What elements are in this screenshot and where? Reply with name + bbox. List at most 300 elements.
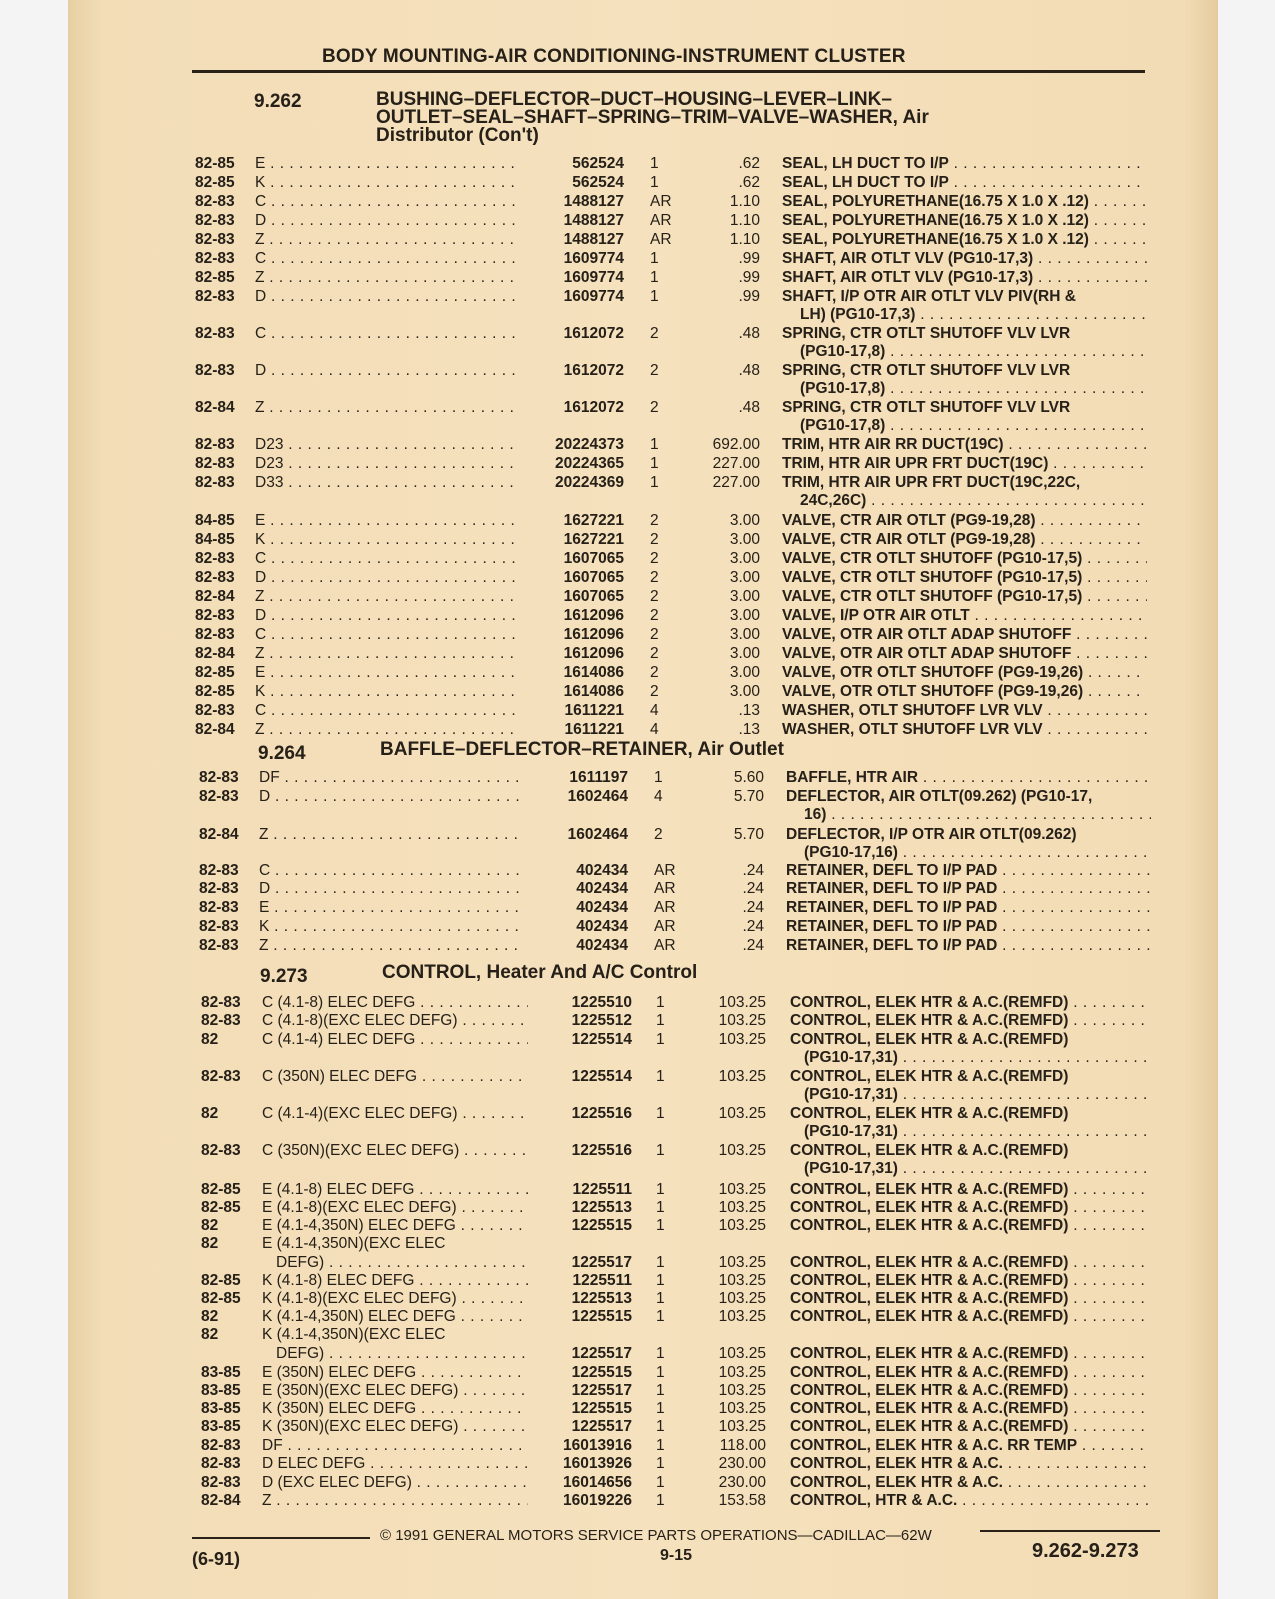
- footer-rule: [980, 1530, 1160, 1532]
- price: 692.00: [712, 436, 760, 453]
- model-years: 82-83: [199, 880, 239, 897]
- part-name: SEAL, LH DUCT TO I/P . . .: [782, 155, 1147, 173]
- part-name: CONTROL, ELEK HTR & A.C. . . .: [790, 1455, 1150, 1473]
- part-name: CONTROL, ELEK HTR & A.C.(REMFD): [790, 1031, 1069, 1048]
- quantity: 1: [650, 288, 659, 305]
- model-years: 82: [201, 1031, 219, 1048]
- price: 103.25: [718, 1217, 766, 1234]
- application: E . . .: [255, 155, 517, 173]
- quantity: 1: [656, 1290, 665, 1307]
- part-number: 402434: [576, 899, 628, 916]
- part-number: 402434: [576, 880, 628, 897]
- price: 103.25: [718, 1068, 766, 1085]
- part-name: CONTROL, ELEK HTR & A.C.(REMFD) . . .: [790, 1254, 1150, 1272]
- price: 103.25: [718, 1290, 766, 1307]
- application: D23 . . .: [255, 455, 517, 473]
- price: 1.10: [729, 193, 760, 210]
- part-name: CONTROL, ELEK HTR & A.C.(REMFD) . . .: [790, 1308, 1150, 1326]
- model-years: 82-84: [195, 721, 235, 738]
- application: E (4.1-4,350N)(EXC ELEC: [262, 1235, 446, 1252]
- part-name: RETAINER, DEFL TO I/P PAD . . .: [786, 862, 1151, 880]
- model-years: 82-83: [195, 231, 235, 248]
- part-number: 1612096: [563, 607, 624, 624]
- price: 3.00: [729, 664, 760, 681]
- quantity: 1: [650, 474, 659, 491]
- part-number: 1614086: [563, 664, 624, 681]
- application: D ELEC DEFG . . .: [262, 1455, 528, 1473]
- model-years: 82-83: [195, 212, 235, 229]
- part-number: 402434: [576, 918, 628, 935]
- quantity: 1: [656, 1068, 665, 1085]
- part-number: 1225513: [571, 1290, 632, 1307]
- price: 3.00: [729, 626, 760, 643]
- section-title: BUSHING–DEFLECTOR–DUCT–HOUSING–LEVER–LINK– OUTLET–SEAL–SHAFT–SPRING–TRIM–VALVE–WASHER, Air Distributor (Con't): [376, 89, 929, 146]
- application: E (4.1-8)(EXC ELEC DEFG) . . .: [262, 1199, 528, 1217]
- part-number: 1225514: [571, 1068, 632, 1085]
- price: 3.00: [729, 588, 760, 605]
- part-name: BAFFLE, HTR AIR . . .: [786, 769, 1151, 787]
- part-number: 1225510: [571, 994, 632, 1011]
- part-name: CONTROL, ELEK HTR & A.C.(REMFD) . . .: [790, 1181, 1150, 1199]
- quantity: AR: [654, 899, 676, 916]
- part-name: RETAINER, DEFL TO I/P PAD . . .: [786, 918, 1151, 936]
- price: 5.70: [733, 826, 764, 843]
- part-name: SPRING, CTR OTLT SHUTOFF VLV LVR: [782, 399, 1071, 416]
- part-name: RETAINER, DEFL TO I/P PAD . . .: [786, 880, 1151, 898]
- quantity: 2: [650, 626, 659, 643]
- model-years: 82: [201, 1217, 219, 1234]
- part-name: DEFLECTOR, AIR OTLT(09.262) (PG10-17,: [786, 788, 1093, 805]
- quantity: 1: [650, 455, 659, 472]
- quantity: 2: [650, 664, 659, 681]
- model-years: 82-83: [195, 193, 235, 210]
- model-years: 82-83: [199, 918, 239, 935]
- application: K . . .: [255, 683, 517, 701]
- part-name-cont: (PG10-17,8) . . .: [800, 343, 1147, 361]
- application: Z . . .: [255, 721, 517, 739]
- model-years: 82-83: [201, 1437, 241, 1454]
- part-name: SEAL, POLYURETHANE(16.75 X 1.0 X .12) . . .: [782, 212, 1147, 230]
- application: K (350N) ELEC DEFG . . .: [262, 1400, 528, 1418]
- quantity: 1: [656, 1474, 665, 1491]
- model-years: 82: [201, 1235, 219, 1252]
- application: Z . . .: [262, 1492, 528, 1510]
- price: 1.10: [729, 212, 760, 229]
- part-number: 1607065: [563, 550, 624, 567]
- application: D23 . . .: [255, 436, 517, 454]
- quantity: 4: [650, 721, 659, 738]
- model-years: 82-83: [195, 288, 235, 305]
- part-number: 1225516: [571, 1142, 632, 1159]
- model-years: 82-83: [195, 455, 235, 472]
- price: .62: [738, 155, 760, 172]
- model-years: 82-83: [201, 1455, 241, 1472]
- model-years: 82-85: [195, 269, 235, 286]
- model-years: 82-83: [199, 862, 239, 879]
- application: K (4.1-8)(EXC ELEC DEFG) . . .: [262, 1290, 528, 1308]
- part-number: 20224369: [555, 474, 624, 491]
- part-name: SHAFT, I/P OTR AIR OTLT VLV PIV(RH &: [782, 288, 1076, 305]
- price: 3.00: [729, 531, 760, 548]
- part-name-cont: (PG10-17,31) . . .: [804, 1049, 1150, 1067]
- model-years: 82-83: [201, 1142, 241, 1159]
- part-number: 1611221: [564, 702, 624, 719]
- part-number: 1612096: [563, 626, 624, 643]
- part-name: CONTROL, ELEK HTR & A.C. RR TEMP . . .: [790, 1437, 1150, 1455]
- part-name-cont: (PG10-17,31) . . .: [804, 1086, 1150, 1104]
- part-name: TRIM, HTR AIR UPR FRT DUCT(19C,22C,: [782, 474, 1081, 491]
- part-number: 1225513: [571, 1199, 632, 1216]
- price: .99: [738, 269, 760, 286]
- part-name-cont: (PG10-17,8) . . .: [800, 380, 1147, 398]
- part-number: 1225512: [571, 1012, 632, 1029]
- application: C . . .: [255, 626, 517, 644]
- section-range: 9.262-9.273: [1032, 1540, 1139, 1562]
- quantity: AR: [654, 918, 676, 935]
- price: 103.25: [718, 1254, 766, 1271]
- price: 103.25: [718, 1031, 766, 1048]
- quantity: 1: [656, 1217, 665, 1234]
- application: C (4.1-4) ELEC DEFG . . .: [262, 1031, 528, 1049]
- part-name: CONTROL, ELEK HTR & A.C.(REMFD) . . .: [790, 1217, 1150, 1235]
- part-name: CONTROL, ELEK HTR & A.C.(REMFD) . . .: [790, 1199, 1150, 1217]
- model-years: 84-85: [195, 531, 235, 548]
- quantity: 1: [656, 1418, 665, 1435]
- application: D . . .: [255, 288, 517, 306]
- part-number: 1607065: [563, 569, 624, 586]
- part-name: CONTROL, ELEK HTR & A.C.(REMFD) . . .: [790, 1400, 1150, 1418]
- part-number: 1609774: [563, 250, 624, 267]
- part-name: CONTROL, ELEK HTR & A.C.(REMFD) . . .: [790, 994, 1150, 1012]
- model-years: 82-84: [195, 399, 235, 416]
- quantity: 2: [650, 550, 659, 567]
- copyright: © 1991 GENERAL MOTORS SERVICE PARTS OPERATIONS—CADILLAC—62W: [380, 1527, 932, 1544]
- price: 3.00: [729, 645, 760, 662]
- quantity: 4: [650, 702, 659, 719]
- application: K . . .: [255, 174, 517, 192]
- application: C (350N) ELEC DEFG . . .: [262, 1068, 528, 1086]
- price: .13: [738, 702, 760, 719]
- part-number: 402434: [576, 862, 628, 879]
- part-name: TRIM, HTR AIR UPR FRT DUCT(19C) . . .: [782, 455, 1147, 473]
- model-years: 82-83: [195, 325, 235, 342]
- part-number: 562524: [572, 174, 624, 191]
- application: E . . .: [255, 664, 517, 682]
- part-number: 1225511: [572, 1181, 632, 1198]
- price: .13: [738, 721, 760, 738]
- application: Z . . .: [255, 399, 517, 417]
- part-name-cont: 24C,26C) . . .: [800, 492, 1147, 510]
- quantity: 1: [656, 1400, 665, 1417]
- model-years: 82-84: [199, 826, 239, 843]
- section-number: 9.264: [258, 743, 306, 764]
- price: 227.00: [712, 455, 760, 472]
- part-number: 1225517: [571, 1382, 632, 1399]
- price: .48: [738, 325, 760, 342]
- model-years: 83-85: [201, 1382, 241, 1399]
- quantity: 2: [650, 645, 659, 662]
- application: D33 . . .: [255, 474, 517, 492]
- part-number: 1614086: [563, 683, 624, 700]
- quantity: 1: [656, 1105, 665, 1122]
- quantity: 1: [650, 436, 659, 453]
- part-name: SHAFT, AIR OTLT VLV (PG10-17,3) . . .: [782, 250, 1147, 268]
- part-number: 1627221: [563, 512, 624, 529]
- part-number: 1225514: [571, 1031, 632, 1048]
- model-years: 82: [201, 1326, 219, 1343]
- part-name: SEAL, POLYURETHANE(16.75 X 1.0 X .12) . . .: [782, 193, 1147, 211]
- running-title: BODY MOUNTING-AIR CONDITIONING-INSTRUMENT CLUSTER: [322, 46, 906, 67]
- part-number: 1488127: [563, 212, 624, 229]
- price: 3.00: [729, 569, 760, 586]
- quantity: 1: [656, 994, 665, 1011]
- part-number: 1225516: [571, 1105, 632, 1122]
- quantity: 1: [650, 269, 659, 286]
- part-number: 1607065: [563, 588, 624, 605]
- part-name: TRIM, HTR AIR RR DUCT(19C) . . .: [782, 436, 1147, 454]
- price: 3.00: [729, 607, 760, 624]
- part-name: DEFLECTOR, I/P OTR AIR OTLT(09.262): [786, 826, 1077, 843]
- part-name: WASHER, OTLT SHUTOFF LVR VLV . . .: [782, 721, 1147, 739]
- quantity: 2: [654, 826, 663, 843]
- application: C . . .: [259, 862, 521, 880]
- model-years: 84-85: [195, 512, 235, 529]
- part-name-cont: (PG10-17,31) . . .: [804, 1123, 1150, 1141]
- section-number: 9.262: [254, 91, 302, 112]
- price: 103.25: [718, 1012, 766, 1029]
- price: 103.25: [718, 1105, 766, 1122]
- application: K . . .: [255, 531, 517, 549]
- part-number: 1612072: [563, 362, 624, 379]
- application: C (4.1-8)(EXC ELEC DEFG) . . .: [262, 1012, 528, 1030]
- part-number: 16013926: [563, 1455, 632, 1472]
- application: E (4.1-4,350N) ELEC DEFG . . .: [262, 1217, 528, 1235]
- application: C . . .: [255, 325, 517, 343]
- part-name: CONTROL, ELEK HTR & A.C.(REMFD) . . .: [790, 1418, 1150, 1436]
- model-years: 82-83: [199, 788, 239, 805]
- quantity: AR: [654, 880, 676, 897]
- part-number: 16019226: [563, 1492, 632, 1509]
- model-years: 82-85: [201, 1272, 241, 1289]
- part-name: CONTROL, ELEK HTR & A.C.(REMFD) . . .: [790, 1290, 1150, 1308]
- application: C (4.1-4)(EXC ELEC DEFG) . . .: [262, 1105, 528, 1123]
- model-years: 82-83: [201, 1474, 241, 1491]
- part-number: 402434: [576, 937, 628, 954]
- model-years: 82-83: [201, 1068, 241, 1085]
- quantity: 2: [650, 569, 659, 586]
- header-rule: [192, 70, 1145, 73]
- part-name: SHAFT, AIR OTLT VLV (PG10-17,3) . . .: [782, 269, 1147, 287]
- part-name: CONTROL, ELEK HTR & A.C.(REMFD): [790, 1068, 1069, 1085]
- model-years: 82-83: [195, 474, 235, 491]
- price: 103.25: [718, 1272, 766, 1289]
- part-name-cont: LH) (PG10-17,3) . . .: [800, 306, 1147, 324]
- quantity: 2: [650, 588, 659, 605]
- section-title: CONTROL, Heater And A/C Control: [382, 962, 698, 983]
- price: 5.70: [733, 788, 764, 805]
- quantity: 2: [650, 512, 659, 529]
- part-number: 20224365: [555, 455, 624, 472]
- model-years: 82-83: [195, 550, 235, 567]
- quantity: 4: [654, 788, 663, 805]
- page-number: 9-15: [660, 1547, 693, 1564]
- part-name: VALVE, OTR AIR OTLT ADAP SHUTOFF . . .: [782, 645, 1147, 663]
- date-code: (6-91): [192, 1549, 241, 1569]
- price: 1.10: [729, 231, 760, 248]
- quantity: AR: [654, 862, 676, 879]
- price: 103.25: [718, 1364, 766, 1381]
- application: Z . . .: [255, 231, 517, 249]
- application: D . . .: [259, 788, 521, 806]
- model-years: 82-83: [195, 607, 235, 624]
- model-years: 82-83: [195, 626, 235, 643]
- application-cont: DEFG) . . .: [276, 1254, 528, 1272]
- part-number: 1602464: [567, 826, 628, 843]
- part-name: CONTROL, ELEK HTR & A.C.(REMFD): [790, 1105, 1069, 1122]
- part-number: 1611197: [569, 769, 628, 786]
- part-number: 1602464: [567, 788, 628, 805]
- part-name: VALVE, OTR OTLT SHUTOFF (PG9-19,26) . . .: [782, 683, 1147, 701]
- part-name: VALVE, CTR OTLT SHUTOFF (PG10-17,5) . . .: [782, 550, 1147, 568]
- price: 103.25: [718, 1199, 766, 1216]
- application: K (4.1-4,350N)(EXC ELEC: [262, 1326, 446, 1343]
- price: 227.00: [712, 474, 760, 491]
- quantity: 1: [656, 1012, 665, 1029]
- model-years: 82-84: [195, 645, 235, 662]
- model-years: 82-84: [195, 588, 235, 605]
- quantity: 2: [650, 683, 659, 700]
- application: C . . .: [255, 193, 517, 211]
- price: 103.25: [718, 1181, 766, 1198]
- price: 118.00: [719, 1437, 766, 1454]
- application: D . . .: [255, 569, 517, 587]
- application: E (4.1-8) ELEC DEFG . . .: [262, 1181, 528, 1199]
- part-name-cont: (PG10-17,31) . . .: [804, 1160, 1150, 1178]
- section-title: BAFFLE–DEFLECTOR–RETAINER, Air Outlet: [380, 739, 784, 760]
- quantity: 2: [650, 362, 659, 379]
- part-number: 1225511: [572, 1272, 632, 1289]
- quantity: 2: [650, 531, 659, 548]
- part-name: CONTROL, ELEK HTR & A.C.(REMFD) . . .: [790, 1345, 1150, 1363]
- application: Z . . .: [255, 269, 517, 287]
- part-number: 1612072: [563, 399, 624, 416]
- quantity: 2: [650, 607, 659, 624]
- application: C (4.1-8) ELEC DEFG . . .: [262, 994, 528, 1012]
- price: 103.25: [718, 1345, 766, 1362]
- quantity: 1: [654, 769, 663, 786]
- quantity: AR: [650, 231, 672, 248]
- price: .48: [738, 399, 760, 416]
- part-number: 1612096: [563, 645, 624, 662]
- model-years: 82-85: [201, 1199, 241, 1216]
- price: .99: [738, 250, 760, 267]
- model-years: 82: [201, 1308, 219, 1325]
- application: K (4.1-8) ELEC DEFG . . .: [262, 1272, 528, 1290]
- application: Z . . .: [255, 645, 517, 663]
- application: D . . .: [259, 880, 521, 898]
- application: C . . .: [255, 702, 517, 720]
- application-cont: DEFG) . . .: [276, 1345, 528, 1363]
- part-name: VALVE, CTR OTLT SHUTOFF (PG10-17,5) . . .: [782, 588, 1147, 606]
- application: C . . .: [255, 250, 517, 268]
- quantity: 1: [656, 1308, 665, 1325]
- price: 103.25: [718, 994, 766, 1011]
- section-number: 9.273: [260, 966, 308, 987]
- part-number: 20224373: [555, 436, 624, 453]
- part-number: 16013916: [563, 1437, 632, 1454]
- quantity: 1: [656, 1345, 665, 1362]
- part-name: CONTROL, ELEK HTR & A.C.(REMFD) . . .: [790, 1012, 1150, 1030]
- model-years: 82-85: [195, 155, 235, 172]
- quantity: 1: [656, 1142, 665, 1159]
- price: .62: [738, 174, 760, 191]
- part-name: CONTROL, ELEK HTR & A.C.(REMFD) . . .: [790, 1364, 1150, 1382]
- part-name: CONTROL, ELEK HTR & A.C.(REMFD): [790, 1142, 1069, 1159]
- application: D (EXC ELEC DEFG) . . .: [262, 1474, 528, 1492]
- part-number: 1609774: [563, 269, 624, 286]
- part-name: CONTROL, ELEK HTR & A.C.(REMFD) . . .: [790, 1272, 1150, 1290]
- price: 103.25: [718, 1308, 766, 1325]
- quantity: 1: [656, 1031, 665, 1048]
- model-years: 82-83: [195, 436, 235, 453]
- application: D . . .: [255, 362, 517, 380]
- model-years: 82-85: [195, 683, 235, 700]
- application: Z . . .: [259, 826, 521, 844]
- quantity: 1: [650, 174, 659, 191]
- part-name: SEAL, LH DUCT TO I/P . . .: [782, 174, 1147, 192]
- model-years: 82-85: [201, 1181, 241, 1198]
- model-years: 82-83: [199, 899, 239, 916]
- price: 103.25: [718, 1142, 766, 1159]
- part-number: 1488127: [563, 231, 624, 248]
- price: .24: [742, 918, 764, 935]
- application: D . . .: [255, 607, 517, 625]
- part-name: RETAINER, DEFL TO I/P PAD . . .: [786, 937, 1151, 955]
- application: E . . .: [255, 512, 517, 530]
- part-name: CONTROL, ELEK HTR & A.C.(REMFD) . . .: [790, 1382, 1150, 1400]
- part-number: 1225515: [571, 1308, 632, 1325]
- quantity: 1: [656, 1254, 665, 1271]
- model-years: 83-85: [201, 1400, 241, 1417]
- part-number: 1627221: [563, 531, 624, 548]
- quantity: AR: [650, 193, 672, 210]
- quantity: 1: [656, 1181, 665, 1198]
- part-name: VALVE, CTR AIR OTLT (PG9-19,28) . . .: [782, 531, 1147, 549]
- model-years: 82-83: [199, 769, 239, 786]
- price: 5.60: [733, 769, 764, 786]
- price: 3.00: [729, 512, 760, 529]
- price: .24: [742, 899, 764, 916]
- part-number: 1225515: [571, 1217, 632, 1234]
- quantity: 1: [656, 1382, 665, 1399]
- price: 3.00: [729, 683, 760, 700]
- quantity: 1: [650, 250, 659, 267]
- application: C (350N)(EXC ELEC DEFG) . . .: [262, 1142, 528, 1160]
- part-number: 1612072: [563, 325, 624, 342]
- application: D . . .: [255, 212, 517, 230]
- model-years: 82-83: [195, 362, 235, 379]
- application: K (350N)(EXC ELEC DEFG) . . .: [262, 1418, 528, 1436]
- part-number: 1225517: [571, 1345, 632, 1362]
- part-number: 1611221: [564, 721, 624, 738]
- part-number: 562524: [572, 155, 624, 172]
- quantity: 1: [656, 1492, 665, 1509]
- price: .24: [742, 937, 764, 954]
- model-years: 82-83: [195, 702, 235, 719]
- part-name: SPRING, CTR OTLT SHUTOFF VLV LVR: [782, 325, 1071, 342]
- part-name: VALVE, CTR AIR OTLT (PG9-19,28) . . .: [782, 512, 1147, 530]
- quantity: 2: [650, 325, 659, 342]
